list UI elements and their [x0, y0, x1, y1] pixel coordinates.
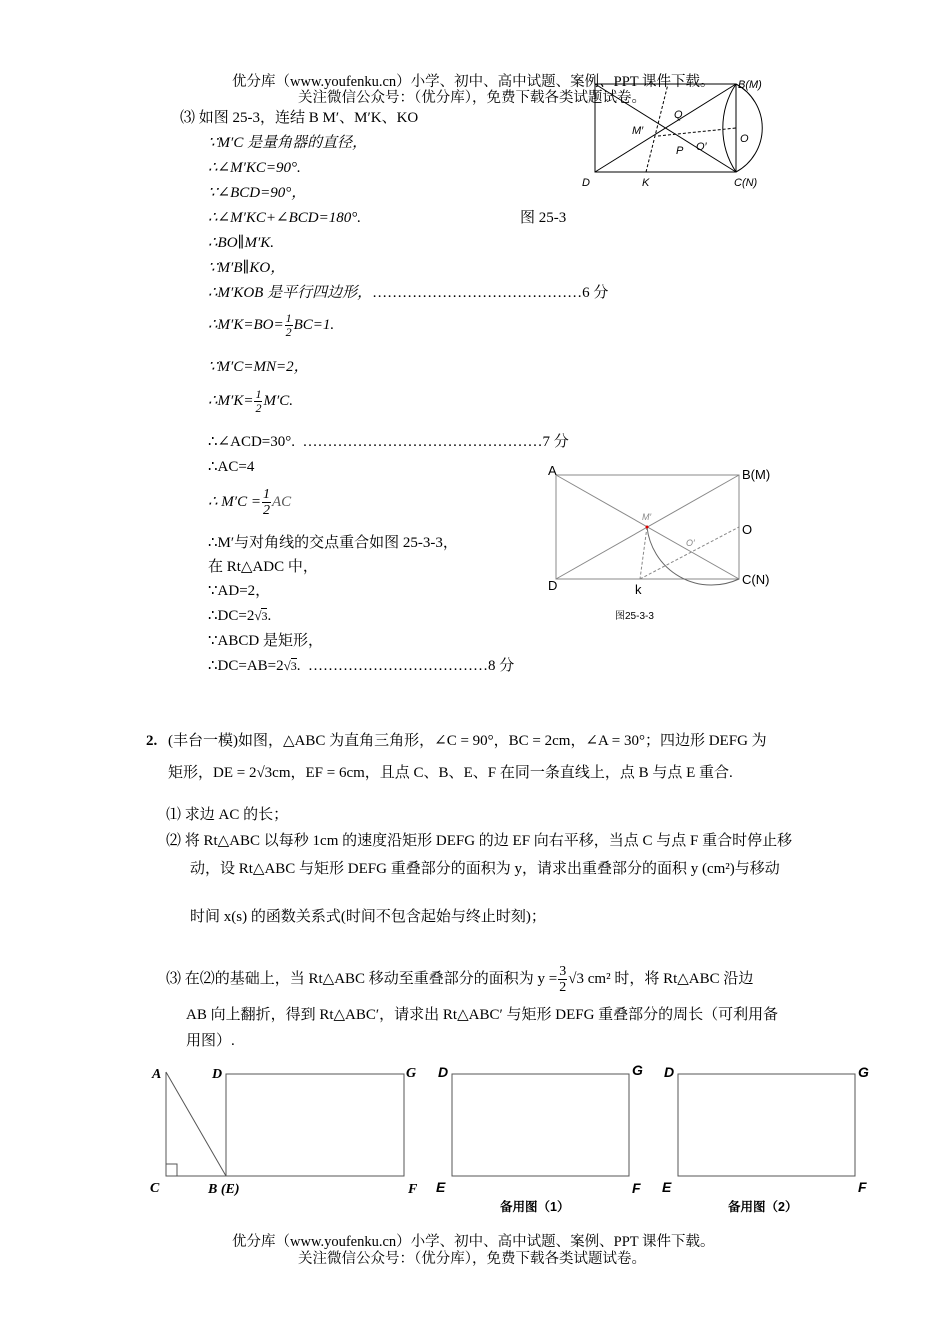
header-line-2: 关注微信公众号：（优分库），免费下载各类试题试卷。	[298, 90, 646, 106]
footer-line-1: 优分库（www.youfenku.cn）小学、初中、高中试题、案例、PPT 课件下载。	[232, 1234, 715, 1250]
solution-line-15: ∴M′与对角线的交点重合如图 25-3-3，	[208, 535, 458, 551]
fig253-label-op: O′	[696, 141, 707, 153]
solution-line-18-pre: ∴DC=2	[208, 608, 255, 624]
solution-line-18-post: .	[267, 608, 272, 624]
fig2533-label-c: C(N)	[742, 572, 770, 587]
question-part-3-pre: ⑶ 在⑵的基础上，当 Rt△ABC 移动至重叠部分的面积为 y =	[166, 970, 558, 987]
half-den: 2	[255, 401, 262, 415]
fig253-label-m: M′	[632, 125, 644, 137]
rectangle-defg	[226, 1074, 404, 1176]
solution-line-12-score: …………………………………………7 分	[302, 434, 569, 450]
solution-line-14-post: AC	[271, 493, 292, 510]
solution-line-4: ∵∠BCD=90°，	[208, 185, 307, 201]
fig253-label-p: P	[676, 145, 684, 157]
fig2533-label-a: A	[548, 463, 557, 478]
solution-line-9	[208, 312, 334, 339]
fig2533-dashed-2	[640, 527, 739, 579]
spare1-caption: 备用图（1）	[500, 1200, 570, 1214]
question-line-1: (丰台一模)如图，△ABC 为直角三角形，∠C = 90°，BC = 2cm，∠A = 30°；四边形 DEFG 为	[168, 733, 767, 749]
half-num: 1	[255, 387, 262, 401]
solution-line-19: ∵ABCD 是矩形，	[208, 633, 323, 649]
figure-spare-2	[660, 1060, 880, 1220]
question-part-1: ⑴ 求边 AC 的长；	[166, 807, 289, 823]
solution-line-8-text: ∴M′KOB 是平行四边形，	[208, 285, 373, 301]
figure-25-3-3	[540, 460, 780, 626]
spare1-label-f: F	[632, 1180, 641, 1196]
question-number: 2.	[146, 733, 158, 749]
fig2533-label-b: B(M)	[742, 467, 771, 482]
spare2-rectangle	[678, 1074, 855, 1176]
sqrt3-radicand: 3	[261, 609, 268, 623]
fig253-label-d: D	[582, 177, 590, 189]
fig2533-label-d: D	[548, 578, 558, 593]
fig2533-label-k: k	[635, 582, 642, 597]
solution-line-2: ∵M′C 是量角器的直径，	[208, 135, 368, 151]
question-part-3-line-2: AB 向上翻折，得到 Rt△ABC′，请求出 Rt△ABC′ 与矩形 DEFG 重叠部分的周长（可利用备	[186, 1007, 779, 1023]
solution-line-20-score: ………………………………8 分	[308, 658, 515, 674]
solution-line-7: ∵M′B∥KO，	[208, 260, 286, 276]
spare1-rectangle	[452, 1074, 629, 1176]
half-den: 2	[262, 503, 270, 518]
sqrt3-radicand: 3	[290, 659, 297, 673]
solution-line-10: ∵M′C=MN=2，	[208, 359, 309, 375]
figure-25-3-caption: 图 25-3	[520, 210, 567, 226]
three-halves-den: 2	[559, 980, 567, 995]
solution-line-8	[208, 283, 608, 303]
question-part-3-post: √3 cm² 时，将 Rt△ABC 沿边	[568, 970, 754, 987]
fig2533-dashed-1	[640, 527, 647, 579]
question-part-3-line-1	[166, 964, 753, 995]
sqrt-sign: √	[283, 658, 291, 673]
main-label-be: B (E)	[208, 1182, 240, 1197]
fig2533-caption: 图25-3-3	[615, 611, 654, 622]
question-part-2-line-2: 动，设 Rt△ABC 与矩形 DEFG 重叠部分的面积为 y，请求出重叠部分的面积 y (cm²)与移动	[190, 861, 780, 877]
fig2533-label-m: M′	[642, 512, 652, 522]
half-num: 1	[262, 487, 270, 502]
right-angle-mark	[166, 1164, 177, 1176]
solution-line-12	[208, 432, 569, 452]
footer-line-2: 关注微信公众号：（优分库），免费下载各类试题试卷。	[298, 1251, 646, 1267]
solution-line-11-pre: ∴M′K=	[208, 392, 254, 409]
main-label-d: D	[212, 1067, 223, 1082]
question-part-2-line-3: 时间 x(s) 的函数关系式(时间不包含起始与终止时刻)；	[190, 909, 546, 925]
figure-25-3	[578, 76, 778, 194]
solution-line-3: ∴∠M′KC=90°.	[208, 160, 301, 176]
fig253-label-q: Q	[674, 109, 683, 121]
main-label-g: G	[406, 1066, 417, 1081]
spare2-label-f: F	[858, 1179, 867, 1195]
solution-line-11	[208, 388, 293, 415]
solution-line-8-score: ……………………………………6 分	[372, 285, 609, 301]
figure-spare-1	[432, 1060, 652, 1220]
solution-line-20-post: .	[296, 658, 301, 674]
solution-line-20	[208, 656, 514, 676]
figure-main	[148, 1060, 428, 1200]
spare1-label-d: D	[438, 1064, 449, 1080]
spare2-label-g: G	[858, 1064, 869, 1080]
solution-line-14	[208, 487, 291, 518]
solution-line-13: ∴AC=4	[208, 459, 255, 475]
solution-line-1: ⑶ 如图 25-3，连结 B M′、M′K、KO	[180, 110, 419, 126]
solution-line-9-pre: ∴M′K=BO=	[208, 316, 284, 333]
spare1-label-e: E	[436, 1179, 446, 1195]
solution-line-17: ∵AD=2，	[208, 583, 271, 599]
solution-line-18	[208, 606, 271, 626]
spare2-caption: 备用图（2）	[728, 1200, 798, 1214]
fig253-label-k: K	[642, 177, 650, 189]
spare1-label-g: G	[632, 1062, 643, 1078]
main-label-f: F	[408, 1182, 418, 1197]
fig2533-point-m	[646, 526, 649, 529]
spare2-label-d: D	[664, 1064, 675, 1080]
main-label-c: C	[150, 1181, 160, 1196]
fig253-label-o: O	[740, 133, 749, 145]
fig253-arc-right	[736, 84, 762, 172]
solution-line-14-pre: ∴ M′C =	[208, 493, 261, 510]
fig2533-label-o: O	[742, 522, 753, 537]
spare2-label-e: E	[662, 1179, 672, 1195]
solution-line-20-pre: ∴DC=AB=2	[208, 658, 284, 674]
fig253-label-b: B(M)	[738, 79, 762, 91]
header-line-1: 优分库（www.youfenku.cn）小学、初中、高中试题、案例、PPT 课件下载。	[232, 74, 715, 90]
fig2533-arc	[647, 527, 739, 585]
solution-line-6: ∴BO∥M′K.	[208, 235, 274, 251]
fig253-label-c: C(N)	[734, 177, 758, 189]
solution-line-11-post: M′C.	[263, 392, 293, 409]
triangle-side-ab	[166, 1072, 226, 1176]
solution-line-5: ∴∠M′KC+∠BCD=180°.	[208, 210, 361, 226]
fig2533-label-op: O′	[686, 538, 695, 548]
question-part-3-line-3: 用图）.	[186, 1033, 235, 1049]
half-den: 2	[285, 325, 292, 339]
question-line-2: 矩形，DE = 2√3cm，EF = 6cm，且点 C、B、E、F 在同一条直线上，点 B 与点 E 重合.	[168, 765, 733, 781]
sqrt-sign: √	[254, 608, 262, 623]
solution-line-12-text: ∴∠ACD=30°.	[208, 434, 295, 450]
solution-line-16: 在 Rt△ADC 中，	[208, 559, 318, 575]
half-num: 1	[285, 311, 292, 325]
main-label-a: A	[152, 1067, 162, 1082]
solution-line-9-post: BC=1.	[293, 316, 335, 333]
three-halves-num: 3	[559, 964, 567, 979]
question-part-2-line-1: ⑵ 将 Rt△ABC 以每秒 1cm 的速度沿矩形 DEFG 的边 EF 向右平移，当点 C 与点 F 重合时停止移	[166, 833, 793, 849]
fig253-dashed-2	[658, 128, 736, 136]
